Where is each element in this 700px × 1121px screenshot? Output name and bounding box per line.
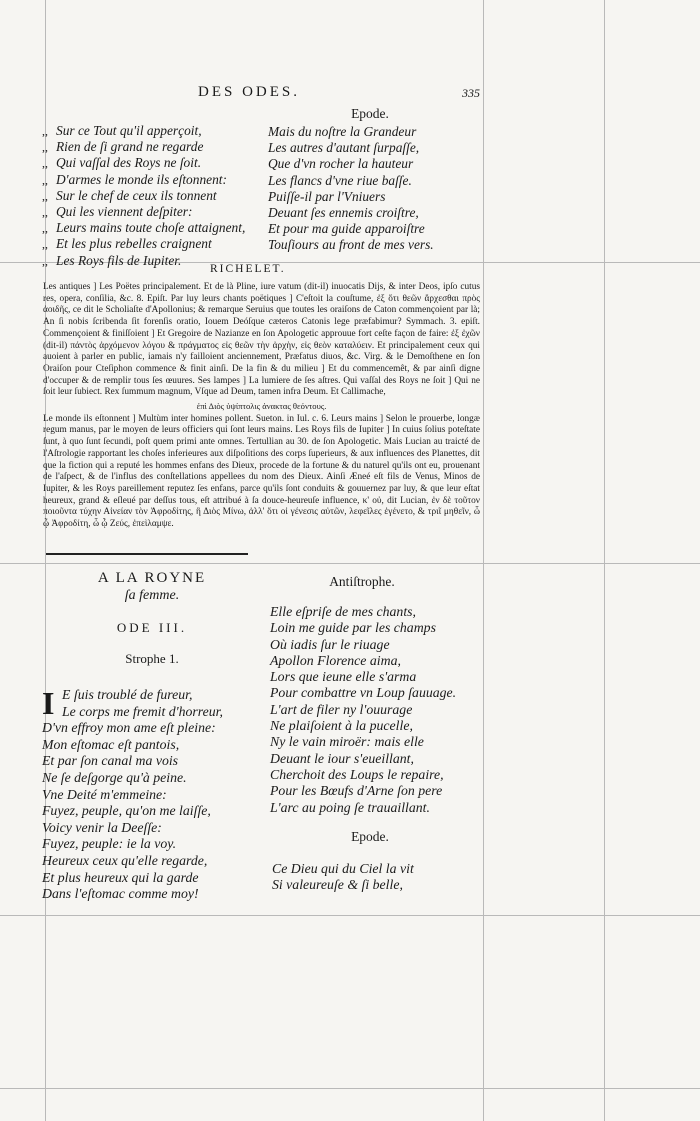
verse-text: Pour les Bœufs d'Arne ſon pere — [270, 783, 443, 799]
quote-mark: ,, — [42, 221, 48, 236]
verse-line — [42, 188, 245, 204]
verse-text: Si valeureuſe & ſi belle, — [272, 877, 403, 893]
verse-line — [270, 734, 456, 750]
verse-text: Et plus heureux qui la garde — [42, 869, 199, 885]
verse-text: Ce Dieu qui du Ciel la vit — [272, 861, 414, 876]
verse-line — [272, 877, 414, 893]
verse-line — [270, 685, 456, 701]
verse-text: D'armes le monde ils eſtonnent: — [56, 171, 227, 187]
antistrophe-verses — [270, 604, 456, 816]
commentary-block — [43, 282, 480, 531]
verse-text: E ſuis troublé de fureur, — [62, 687, 193, 702]
verse-text: Lors que ieune elle s'arma — [270, 669, 417, 685]
verse-line — [270, 718, 456, 734]
quote-mark: ,, — [42, 237, 48, 252]
verse-line — [42, 870, 216, 887]
verse-line — [42, 172, 245, 188]
verse-line — [42, 236, 245, 252]
verse-line — [42, 886, 216, 903]
verse-text: Ne plaiſoient à la pucelle, — [270, 718, 413, 734]
verse-line — [270, 751, 456, 767]
quote-mark: ,, — [42, 156, 48, 171]
verse-text: L'arc au poing ſe trauaillant. — [270, 799, 430, 815]
verse-line — [268, 173, 434, 189]
verse-line — [42, 139, 245, 155]
verse-text: Elle eſpriſe de mes chants, — [270, 604, 416, 619]
verse-text: Les autres d'autant ſurpaſſe, — [268, 140, 420, 156]
verse-text: D'vn effroy mon ame eſt pleine: — [42, 720, 216, 736]
strophe-heading: Strophe 1. — [125, 651, 179, 666]
verse-text: Leurs mains toute choſe attaignent, — [56, 220, 246, 236]
verse-text: L'art de filer ny l'ouurage — [270, 701, 413, 717]
verse-line — [268, 140, 434, 156]
commentary-paragraph: Le monde ils eſtonnent ] Multùm inter homines pollent. Sueton. in Iul. c. 6. Leurs mains ] Selon le prouerbe, longæ regum manus, par le moyen de leurs officiers qui ſont leurs mains. Les Roys fils de Iupiter ] In cuius ſolius poteſtate ſunt, à quo ſunt ſecundi, poſt quem primi ante omnes. Tertullian au 30. de ſon Apologetic. Mais Lucian au traicté de l'Aſtrologie rapportant les choſes inferieures aux diſpoſitions des corps ſuperieurs, & aux influences des Planettes, dit que la fiction qui a reputé les hommes enfans des Dieux, procede de la fortune & du naturel qu'ils ont eu, prouenant de l'aſpect, & de l'influs des conſtellations appellees du nom des Dieux. Ainſi Æneé eſt fils de Venus, Minos de Iupiter, & les Roys pareillement reputez ſes enfans, parce qu'ils ſont conduits & gouuernez par luy, & que leur eſtat heureux, grand & eſleué par deſſus tous, eſt attribué à ſa douce-heureuſe influence, κ' οὐ, dit Lucian, ἐν δὲ τοῦτον ποιοῦντα τύχην Αἰνείαν τὸν Ἀφροδίτης, ἢ Διὸς Μίνω, ἀλλ' ὅτι οἱ γένεσις αὐτῶν, λεφεῖλες ἐγένετο, & τριῖ μηθεῖν, ὦ ᾧ Ἀφροδίτη, ὦ ᾧ Ζεύς, ἐπεὶλαμψε. — [43, 413, 480, 530]
page-number: 335 — [462, 86, 480, 100]
verse-text: Fuyez, peuple: ie la voy. — [42, 836, 177, 852]
strophe-verses — [42, 685, 223, 903]
quote-mark: ,, — [42, 172, 48, 187]
verse-text: Heureux ceux qu'elle regarde, — [42, 852, 208, 868]
verse-line — [272, 861, 414, 877]
epode-heading-bottom: Epode. — [351, 829, 389, 844]
verse-text: Les Roys fils de Iupiter. — [56, 252, 182, 268]
quote-mark: ,, — [42, 140, 48, 155]
verse-text: Et par ſon canal ma vois — [42, 753, 179, 769]
verse-text: Où iadis ſur le riuage — [270, 636, 390, 652]
verse-text: Que d'vn rocher la hauteur — [268, 156, 414, 172]
ode-title: A LA ROYNE — [97, 570, 207, 586]
verse-line — [42, 703, 223, 721]
verse-text: Qui les viennent deſpiter: — [56, 204, 193, 220]
verse-line — [270, 637, 456, 653]
verse-line — [42, 853, 216, 870]
verse-line — [268, 189, 434, 205]
verse-text: Apollon Florence aima, — [270, 652, 401, 668]
verse-text: Puiſſe-il par l'Vniuers — [268, 188, 386, 204]
verse-line — [42, 687, 216, 704]
verse-text: Pour combattre vn Loup ſauuage. — [270, 685, 457, 701]
epode-top-verses — [268, 124, 434, 254]
verse-text: Rien de ſi grand ne regarde — [56, 139, 204, 155]
verse-line — [42, 803, 216, 820]
verse-text: Le corps me fremit d'horreur, — [62, 703, 223, 719]
drop-cap: I — [42, 685, 55, 721]
commentary-paragraph: Les antiques ] Les Poëtes principalement. Et de là Pline, iure vatum (dit-il) inuocatis Dijs, & inter Deos, ipſo cutus res, opera, conſilia, &c. 8. Epiſt. Par luy leurs chants poëtiques ] C'eſtoit la couſtume, ἐξ ὅτι θεῶν ἄρχεσθαι πρὸς ἀοιδῆς, ce dit le Scholiaſte d'Apollonius; & remarque Seruius que toutes les oraiſons de Caton commençoient par là; An ſi nobis ſcribenda ſit forenſis oratio, Iouem Deóſque cæteros Catonis lege præfabimur? Symmach. 3. epiſt. Commençoient & finiſſoient ] Et Gregoire de Nazianze en ſon Apologetic approuue fort ceſte façon de faire: ἐξ ἐχῶν (dit-il) πάντὸς ἀρχόμενον λόγου & πράγματος εἰς θεῶν τὴν ἀρχὴν, εἰς θεὸν καταλύειν. Et principalement ceux qui auoient à parler en public, iamais n'y failloient anciennement, Præfatus diuos, &c. Virg. & le Demoſthene en ſon Oraiſon pour Cteſiphon commence & finit ainſi. De la fin & du milieu ] Et du commencemêt, & par ainſi digne d'occuper & de remplir tous ſes œuures. Ses lampes ] La lumiere de ſes aſtres. Qui vaſſal des Roys ne ſoit ] Qui ne ſoit leur ſubiect. Rex ſummum magnum, Vſque ad Deum, tamen infra Deum. Et Callimache, — [43, 282, 480, 398]
verse-text: Deuant le iour s'eueillant, — [270, 750, 414, 766]
quote-mark: ,, — [42, 188, 48, 203]
epode-bottom-verses — [272, 861, 414, 894]
verse-line — [42, 123, 245, 139]
commentary-greek-quote: ἐπὶ Διὸς ὑψίπτολις ἀνακτας θεόντους. — [196, 401, 327, 412]
verse-line — [270, 767, 456, 783]
verse-text: Ny le vain miroër: mais elle — [270, 734, 424, 750]
verse-line — [270, 653, 456, 669]
verse-text: Mon eſtomac eſt pantois, — [42, 736, 180, 752]
verse-text: Sur le chef de ceux ils tonnent — [56, 187, 217, 203]
verse-text: Et les plus rebelles craignent — [56, 236, 212, 252]
verse-line — [268, 124, 434, 140]
verse-line — [42, 753, 216, 770]
verse-line — [42, 787, 216, 804]
epode-heading-top: Epode. — [351, 106, 389, 121]
top-left-verses — [42, 123, 245, 269]
verse-text: Deuant ſes ennemis croiſtre, — [268, 205, 419, 221]
commentary-title: RICHELET. — [210, 263, 286, 275]
verse-line — [268, 237, 434, 253]
verse-line — [270, 783, 456, 799]
verse-line — [268, 221, 434, 237]
verse-line — [268, 205, 434, 221]
verse-line — [42, 737, 216, 754]
verse-text: Voicy venir la Deeſſe: — [42, 819, 162, 835]
verse-line — [270, 702, 456, 718]
quote-mark: ,, — [42, 253, 48, 268]
quote-mark: ,, — [42, 124, 48, 138]
verse-text: Fuyez, peuple, qu'on me laiſſe, — [42, 803, 211, 819]
verse-text: Sur ce Tout qu'il apperçoit, — [56, 123, 202, 138]
verse-line — [42, 770, 216, 787]
verse-text: Qui vaſſal des Roys ne ſoit. — [56, 155, 202, 171]
verse-text: Touſiours au front de mes vers. — [268, 237, 434, 253]
section-rule — [46, 553, 248, 555]
verse-text: Ne ſe deſgorge qu'à peine. — [42, 769, 187, 785]
verse-line — [270, 800, 456, 816]
verse-line — [42, 155, 245, 171]
verse-line — [42, 204, 245, 220]
verse-line — [268, 156, 434, 172]
verse-text: Loin me guide par les champs — [270, 620, 436, 636]
verse-line — [42, 836, 216, 853]
verse-line — [270, 604, 456, 620]
ode-subtitle: ſa femme. — [124, 588, 180, 603]
verse-line — [270, 669, 456, 685]
verse-text: Cherchoit des Loups le repaire, — [270, 766, 444, 782]
verse-text: Les flancs d'vne riue baſſe. — [268, 172, 412, 188]
verse-text: Dans l'eſtomac comme moy! — [42, 886, 199, 902]
verse-line — [42, 820, 216, 837]
verse-text: Vne Deité m'emmeine: — [42, 786, 167, 802]
quote-mark: ,, — [42, 205, 48, 220]
verse-line — [42, 720, 216, 737]
ode-number: ODE III. — [116, 620, 188, 635]
verse-text: Et pour ma guide apparoiſtre — [268, 221, 425, 237]
verse-line — [42, 220, 245, 236]
running-head: DES ODES. — [198, 84, 301, 100]
verse-line — [270, 620, 456, 636]
antistrophe-heading: Antiſtrophe. — [329, 574, 395, 589]
verse-text: Mais du noſtre la Grandeur — [268, 124, 417, 139]
